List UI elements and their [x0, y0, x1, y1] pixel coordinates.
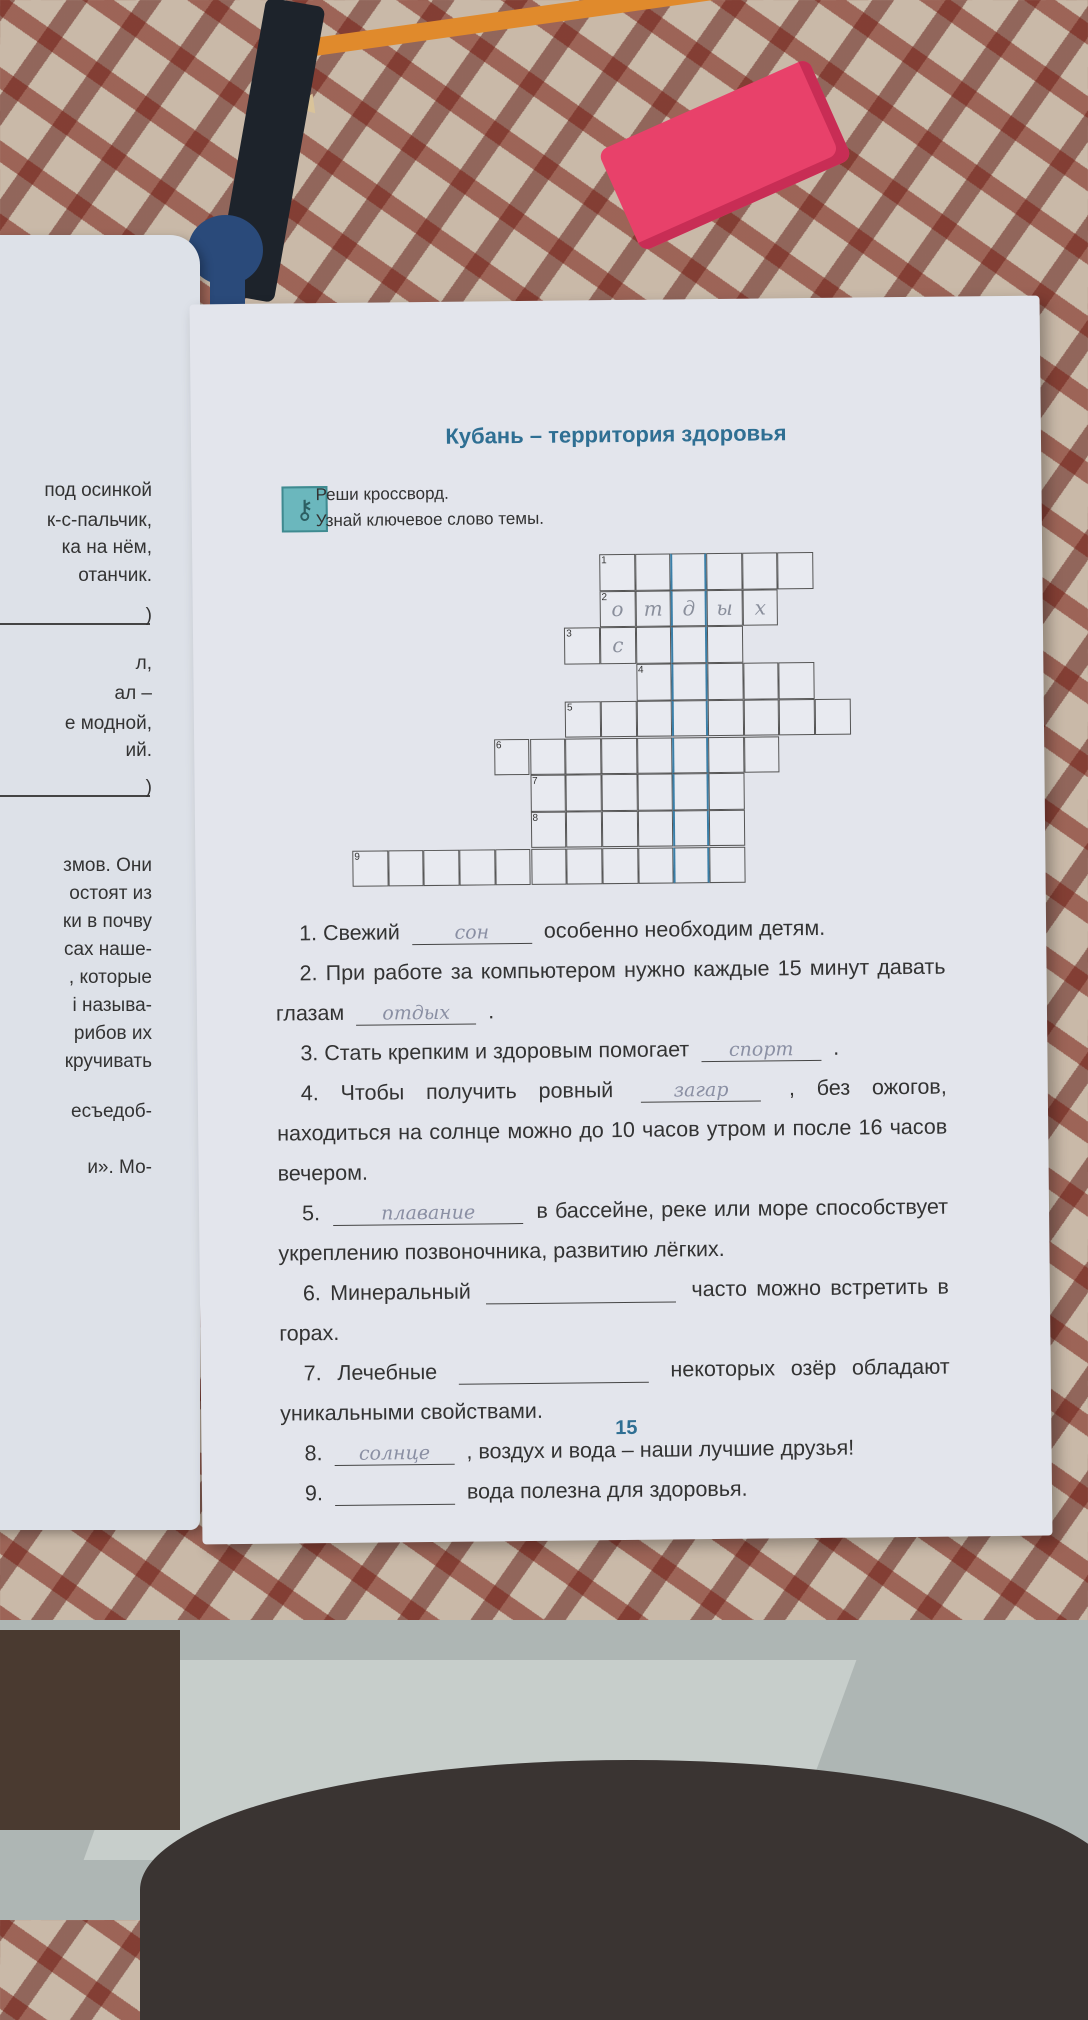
left-page-text: ) [145, 777, 152, 798]
left-page-text: ий. [125, 740, 152, 761]
handwritten-letter: д [682, 595, 696, 621]
answer-blank[interactable]: загар [641, 1079, 761, 1103]
crossword-cell[interactable] [352, 850, 388, 887]
crossword-cell[interactable] [709, 810, 745, 847]
answer-line [0, 623, 150, 625]
crossword-cell[interactable] [708, 700, 744, 737]
clue-number: 9 [354, 851, 360, 863]
clue-text: 5. [301, 1201, 321, 1226]
crossword-cell[interactable] [636, 664, 672, 701]
left-page-text: сах наше- [63, 939, 152, 960]
crossword-cell[interactable] [565, 738, 601, 775]
crossword-cell[interactable] [601, 737, 637, 774]
clue-number: 1 [601, 555, 607, 567]
left-page-text: , которые [68, 967, 152, 988]
instruction-1: Реши кроссворд. [315, 483, 449, 505]
crossword-cell[interactable] [530, 811, 566, 848]
clue-number: 2 [601, 591, 608, 603]
clue-text: . [488, 999, 495, 1024]
crossword-cell[interactable] [494, 738, 530, 775]
clue-text: . [833, 1035, 840, 1060]
clue-text: 7. Лечебные [303, 1359, 438, 1386]
left-page-text: і называ- [72, 995, 152, 1016]
answer-line [0, 795, 150, 797]
clue-text: 1. Свежий [298, 920, 400, 946]
crossword-cell[interactable] [779, 699, 815, 736]
crossword-cell[interactable] [635, 590, 671, 627]
clue-text: некоторых озёр обладают уникальными свойствами. [280, 1354, 950, 1426]
crossword-cell[interactable] [672, 663, 708, 700]
crossword-cell[interactable] [707, 626, 743, 663]
crossword-cell[interactable] [636, 627, 672, 664]
crossword-cell[interactable] [708, 773, 744, 810]
handwritten-letter: т [643, 596, 663, 621]
clue-1 [275, 907, 945, 954]
clue-text: , воздух и вода – наши лучшие друзья! [466, 1435, 855, 1464]
crossword-cell[interactable] [530, 775, 566, 812]
left-page-text: к-с-пальчик, [46, 510, 152, 531]
crossword-cell[interactable] [601, 774, 637, 811]
page-title: Кубань – территория здоровья [445, 420, 787, 449]
key-icon: ⚷ [281, 486, 327, 532]
clue-text: 6. Минеральный [302, 1279, 471, 1306]
instruction-2: Узнай ключевое слово темы. [315, 508, 545, 531]
clue-number: 5 [566, 702, 573, 714]
crossword-cell[interactable] [602, 811, 638, 848]
left-page-text: змов. Они [63, 855, 152, 876]
clue-number: 6 [495, 739, 502, 751]
left-page-text: и». Мо- [87, 1157, 152, 1178]
crossword-cell[interactable] [637, 774, 673, 811]
answer-blank[interactable]: солнце [334, 1442, 454, 1466]
crossword-cell[interactable] [709, 846, 745, 883]
clue-9 [281, 1467, 951, 1514]
clue-5 [278, 1187, 949, 1274]
pencil [299, 0, 1014, 58]
crossword-cell[interactable] [638, 847, 674, 884]
left-page-text: ал – [114, 683, 152, 704]
answer-blank[interactable] [459, 1360, 649, 1385]
crossword-cell[interactable] [742, 589, 778, 626]
answer-blank[interactable]: плавание [333, 1201, 523, 1226]
clue-3 [276, 1027, 946, 1074]
clue-number: 3 [566, 628, 572, 640]
crossword-cell[interactable] [672, 737, 708, 774]
left-page-text: ка на нём, [61, 537, 152, 558]
answer-blank[interactable]: отдых [356, 1002, 476, 1026]
crossword-cell[interactable] [600, 627, 636, 664]
crossword-cell[interactable] [635, 553, 671, 590]
crossword-cell[interactable] [566, 848, 602, 885]
left-page-text: отанчик. [78, 565, 152, 586]
shadow [0, 1630, 180, 1830]
handwritten-letter: х [754, 595, 767, 620]
clue-text: , без ожогов, находиться на солнце можно до 10 часов утром и после 16 часов вечером. [277, 1074, 948, 1186]
crossword-cell[interactable] [459, 849, 495, 886]
clue-text: особенно необходим детям. [543, 915, 826, 943]
crossword-cell[interactable] [778, 552, 814, 589]
crossword-cell[interactable] [565, 701, 601, 738]
crossword-cell[interactable] [742, 552, 778, 589]
crossword-cell[interactable] [743, 662, 779, 699]
crossword-cell[interactable] [388, 850, 424, 887]
crossword-cell[interactable] [637, 810, 673, 847]
crossword-cell[interactable] [602, 847, 638, 884]
crossword-cell[interactable] [495, 849, 531, 886]
left-page [0, 235, 200, 1530]
left-page-text: есъедоб- [71, 1101, 152, 1122]
answer-blank[interactable] [335, 1482, 455, 1506]
handwritten-letter: ы [716, 595, 733, 620]
clue-text: 3. Стать крепким и здоровым помогает [300, 1037, 690, 1066]
left-page-text: л, [135, 653, 152, 674]
crossword-cell[interactable] [707, 663, 743, 700]
left-page-text: кручивать [64, 1051, 152, 1072]
workbook-page [190, 296, 1053, 1545]
clue-number: 8 [532, 812, 539, 824]
clue-text: часто можно встретить в горах. [279, 1274, 949, 1346]
clue-text: 4. Чтобы получить ровный [300, 1078, 614, 1106]
crossword-cell[interactable] [599, 591, 635, 628]
crossword-cell[interactable] [815, 698, 851, 735]
crossword-cell[interactable] [673, 773, 709, 810]
crossword-cell[interactable] [636, 700, 672, 737]
clue-number: 4 [637, 664, 644, 676]
crossword-cell[interactable] [672, 700, 708, 737]
crossword-cell[interactable] [779, 662, 815, 699]
foreground-object [140, 1760, 1088, 2020]
answer-blank[interactable]: сон [412, 921, 532, 945]
clue-text: вода полезна для здоровья. [466, 1476, 748, 1504]
crossword-cell[interactable] [530, 738, 566, 775]
clue-number: 7 [531, 776, 538, 788]
crossword-cell[interactable] [670, 553, 706, 590]
crossword-cell[interactable] [743, 699, 779, 736]
crossword-cell[interactable] [566, 811, 602, 848]
left-page-text: е модной, [64, 713, 152, 734]
left-page-text: рибов их [73, 1023, 152, 1044]
left-page-text: под осинкой [44, 480, 152, 501]
left-page-text: остоят из [69, 883, 152, 904]
crossword-cell[interactable] [637, 737, 673, 774]
crossword-cell[interactable] [599, 554, 635, 591]
crossword-cell[interactable] [424, 849, 460, 886]
handwritten-letter: с [612, 633, 624, 658]
crossword-cell[interactable] [531, 848, 567, 885]
clue-2 [275, 947, 946, 1034]
left-page-text: ки в почву [62, 911, 152, 932]
clue-4 [277, 1067, 948, 1194]
clue-text: 2. При работе за компьютером нужно каждые 15 минут давать глазам [275, 954, 946, 1026]
handwritten-letter: о [611, 596, 624, 621]
crossword-cell[interactable] [708, 736, 744, 773]
clue-text: 9. [304, 1481, 324, 1506]
clue-text: в бассейне, реке или море способствует укреплению позвоночника, развитию лёгких. [278, 1194, 949, 1266]
crossword-cell[interactable] [601, 701, 637, 738]
answer-blank[interactable]: спорт [701, 1038, 821, 1062]
crossword-cell[interactable] [564, 628, 600, 665]
eraser [598, 58, 853, 252]
page-number: 15 [615, 1416, 638, 1440]
left-page-text: ) [145, 605, 152, 626]
clue-text: 8. [304, 1441, 323, 1466]
crossword-cell[interactable] [707, 589, 743, 626]
crossword-cell[interactable] [744, 736, 780, 773]
crossword-cell[interactable] [566, 774, 602, 811]
crossword-cell[interactable] [671, 626, 707, 663]
crossword-cell[interactable] [706, 553, 742, 590]
clue-6 [279, 1267, 950, 1354]
crossword-cell[interactable] [671, 590, 707, 627]
crossword-cell[interactable] [673, 810, 709, 847]
crossword-cell[interactable] [674, 847, 710, 884]
answer-blank[interactable] [486, 1279, 676, 1304]
